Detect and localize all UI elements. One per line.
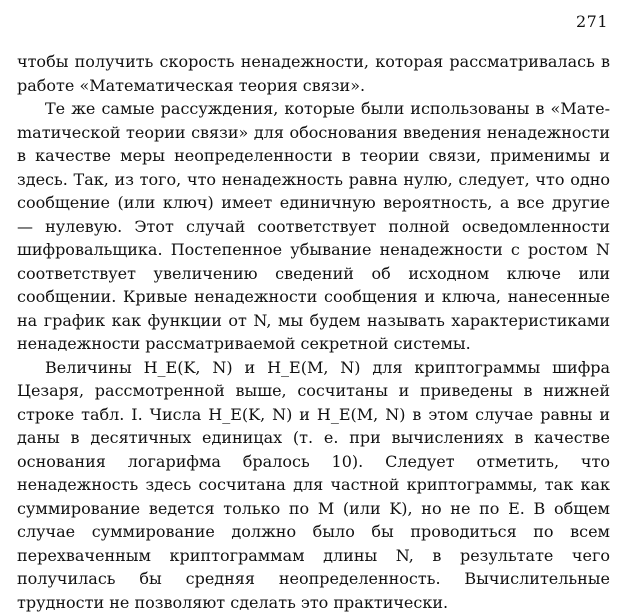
paragraph-caesar-values: Величины H_E(K, N) и H_E(M, N) для криптограммы шифра Цезаря, рассмотренной выше, сосчитаны и приведены в нижней строке табл. I. Числа H_E(K, N) и H_E(M, N) в этом случае равны и даны в десятичных единицах (т. е. при вычислениях в качестве основания логарифма бралось 10). Следует отметить, что ненадежность здесь сосчитана для частной криптограммы, так как суммирование ведется только по M (или K), но не по E. В общем случае суммирование должно было бы проводиться по всем перехваченным криптограммам длины N, в результате чего получилась бы средняя неопределенность. Вычислительные трудности не позволяют сделать это практически. <box>17 356 610 614</box>
page-number: 271 <box>576 12 608 31</box>
paragraph-reasoning: Те же самые рассуждения, которые были использованы в «Матеmатической теории связи» для обоснования введения ненадежности в качестве меры неопределенности в теории связи, применимы и здесь. Так, из того, что ненадежность равна нулю, следует, что одно сообщение (или ключ) имеет единичную вероятность, а все другие — нулевую. Этот случай соответствует полной осведомленности шифровальщика. Постепенное убывание ненадежности с ростом N соответствует увеличению сведений об исходном ключе или сообщении. Кривые ненадежности сообщения и ключа, нанесенные на график как функции от N, мы будем называть характеристиками ненадежности рассматриваемой секретной системы. <box>17 97 610 356</box>
body-text <box>17 50 610 614</box>
paragraph-continuation: чтобы получить скорость ненадежности, которая рассматривалась в работе «Математическая теория связи». <box>17 50 610 97</box>
